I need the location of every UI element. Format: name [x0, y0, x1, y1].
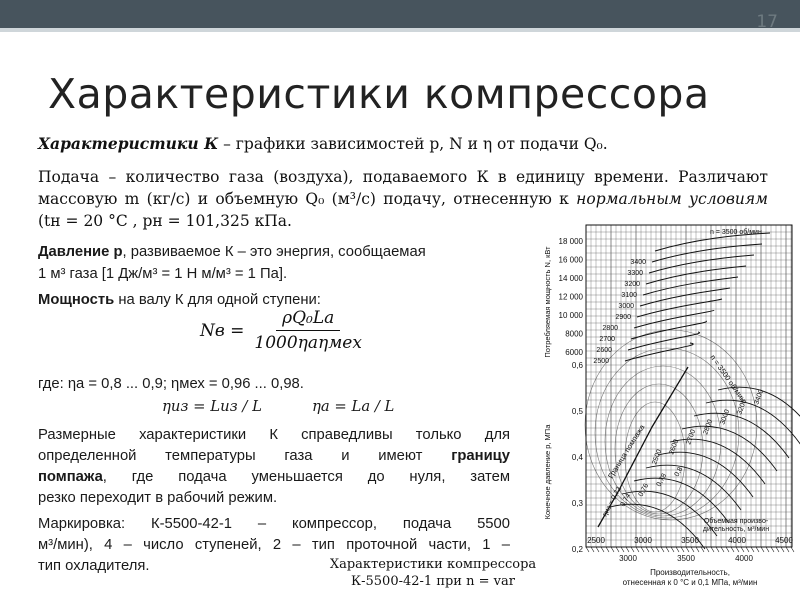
axis-hatch [756, 547, 759, 552]
x-axis-label: Производительность, [650, 568, 730, 577]
pressure-speed-label: 3400 [753, 388, 766, 406]
x-tick-label-top: 3000 [634, 536, 652, 545]
pressure-tick-label: 0,3 [571, 499, 583, 508]
pressure-definition: , развиваемое К – это энергия, сообщаемая [122, 244, 426, 260]
axis-hatch [766, 547, 769, 552]
axis-hatch [721, 547, 724, 552]
marking-line-2: м³/мин), 4 – число ступеней, 2 – тип проточной части, 1 – [38, 537, 510, 553]
axis-hatch [611, 547, 614, 552]
power-curve-label: n = 3500 об/мин [710, 229, 762, 236]
top-bar [0, 0, 800, 28]
axis-hatch [751, 547, 754, 552]
power-curve-label: 3100 [621, 292, 637, 299]
pressure-speed-label: 3200 [736, 398, 749, 416]
power-curve-label: 3000 [618, 303, 634, 310]
power-curve-label: 2500 [593, 358, 609, 365]
pressure-speed-label: 3000 [719, 408, 732, 426]
figure-caption [318, 556, 548, 590]
dimensional-line-4: резко переходит в рабочий режим. [38, 490, 278, 506]
pressure-tick-label: 0,2 [571, 545, 583, 554]
axis-hatch [681, 547, 684, 552]
efficiency-label: 0,76 [637, 482, 651, 498]
axis-hatch [706, 547, 709, 552]
axis-hatch [676, 547, 679, 552]
axis-hatch [791, 547, 794, 552]
x-tick-label-top: 4500 [775, 536, 793, 545]
x-tick-label-bottom: 3500 [677, 554, 695, 563]
efficiency-label: 0,74 [619, 492, 633, 508]
dimensional-line-2 [38, 446, 510, 466]
slide-title: Характеристики компрессора [48, 70, 710, 118]
pressure-speed-label: 2500 [651, 448, 664, 466]
power-line [38, 290, 321, 310]
x-axis-label: отнесенная к 0 °С и 0,1 МПа, м³/мин [622, 578, 758, 587]
power-tick-label: 18 000 [558, 237, 583, 246]
marking-line-3: тип охладителя. [38, 558, 150, 574]
efficiency-label: ηиз = 0,72 [601, 485, 624, 518]
axis-hatch [631, 547, 634, 552]
power-curve [643, 277, 738, 295]
power-formula [200, 308, 362, 353]
compressor-chart [540, 217, 800, 600]
axis-hatch [776, 547, 779, 552]
pressure-line-2: 1 м³ газа [1 Дж/м³ = 1 Н м/м³ = 1 Па]. [38, 266, 288, 282]
axis-hatch [716, 547, 719, 552]
pressure-axis-label: Конечное давление p, МПа [543, 424, 552, 520]
power-definition: на валу К для одной ступени: [114, 292, 321, 308]
x-tick-label-top: 2500 [587, 536, 605, 545]
axis-hatch [661, 547, 664, 552]
axis-hatch [696, 547, 699, 552]
power-curve-label: 3300 [627, 270, 643, 277]
eta-adiabatic-formula: ηа = Lа / L [312, 398, 395, 415]
axis-hatch [636, 547, 639, 552]
power-tick-label: 16 000 [558, 255, 583, 265]
eta-isentropic-formula: ηиз = Lиз / L [162, 398, 262, 415]
pressure-tick-label: 0,6 [571, 361, 583, 370]
axis-hatch [651, 547, 654, 552]
pressure-term: Давление p [38, 244, 123, 260]
efficiency-label: 0,78 [655, 472, 669, 488]
power-tick-label: 10 000 [558, 311, 583, 320]
pressure-speed-label: 2700 [685, 428, 698, 446]
axis-hatch [596, 547, 599, 552]
power-curve [649, 255, 754, 273]
power-curve-label: 2600 [596, 347, 612, 354]
x-tick-label-top: 3500 [681, 536, 699, 545]
axis-hatch [781, 547, 784, 552]
top-bar-edge [0, 28, 800, 32]
intro-definition: – графики зависимостей p, N и η от подачи Q₀. [218, 135, 608, 153]
pressure-tick-label: 0,4 [571, 453, 583, 462]
axis-hatch [731, 547, 734, 552]
power-curve-label: 2800 [602, 325, 618, 332]
normal-conditions-term: нормальным условиям [576, 190, 769, 208]
axis-hatch [726, 547, 729, 552]
power-curve-label: 2900 [615, 314, 631, 321]
formula-numerator: ρQ₀Lа [276, 308, 340, 331]
axis-hatch [646, 547, 649, 552]
axis-hatch [691, 547, 694, 552]
x-tick-label-top: 4000 [728, 536, 746, 545]
power-tick-label: 6000 [565, 348, 583, 357]
power-curve-label: 2700 [599, 336, 615, 343]
flow-label: Объемная произво- [703, 518, 769, 525]
surge-description: , где подача уменьшается до нуля, затем [102, 469, 510, 485]
x-tick-label-bottom: 4000 [735, 554, 753, 563]
formula-fraction [254, 308, 362, 353]
efficiency-label: 0,8 [673, 466, 685, 478]
surge-term-a: границу [451, 448, 510, 464]
axis-hatch [621, 547, 624, 552]
flow-label: дительность, м³/мин [702, 526, 770, 533]
dimensional-text: определенной температуры газа и имеют [38, 448, 452, 464]
x-tick-label-bottom: 3000 [619, 554, 637, 563]
slide-number: 17 [756, 12, 778, 32]
axis-hatch [641, 547, 644, 552]
axis-hatch [671, 547, 674, 552]
axis-hatch [771, 547, 774, 552]
axis-hatch [711, 547, 714, 552]
pressure-speed-label: 2600 [668, 438, 681, 456]
power-tick-label: 14 000 [558, 274, 583, 283]
axis-hatch [656, 547, 659, 552]
power-tick-label: 12 000 [558, 292, 583, 302]
pressure-speed-label: 2800 [702, 418, 715, 436]
axis-hatch [761, 547, 764, 552]
surge-term-b: помпажа [38, 469, 103, 485]
power-curve [625, 343, 693, 361]
dimensional-line-3 [38, 467, 510, 487]
axis-hatch [586, 547, 589, 552]
axis-hatch [626, 547, 629, 552]
axis-hatch [736, 547, 739, 552]
pressure-speed-top-label: n = 3500 об/мин [708, 352, 748, 404]
axis-hatch [601, 547, 604, 552]
caption-line-2: К-5500-42-1 при n = var [351, 574, 515, 589]
power-curve [637, 299, 722, 317]
pressure-tick-label: 0,5 [571, 407, 583, 416]
caption-line-1: Характеристики компрессора [329, 557, 537, 572]
formula-lhs: Nв = [200, 320, 245, 341]
power-curve [628, 332, 700, 350]
dimensional-line-1: Размерные характеристики К справедливы только для [38, 427, 510, 443]
power-term: Мощность [38, 292, 115, 308]
marking-line-1: Маркировка: К-5500-42-1 – компрессор, подача 5500 [38, 516, 510, 532]
power-curve-label: 3400 [630, 259, 646, 266]
power-axis-label: Потребляемая мощность N, кВт [543, 246, 552, 358]
axis-hatch [686, 547, 689, 552]
formula-denominator: 1000ηаηмех [254, 333, 362, 353]
intro-paragraph-1 [38, 133, 758, 155]
axis-hatch [666, 547, 669, 552]
axis-hatch [606, 547, 609, 552]
intro-bold-term: Характеристики К [38, 134, 219, 153]
axis-hatch [616, 547, 619, 552]
axis-hatch [741, 547, 744, 552]
power-curve [640, 288, 730, 306]
power-curve-label: 3200 [624, 281, 640, 288]
pressure-line-1 [38, 242, 426, 262]
power-tick-label: 8000 [565, 329, 583, 339]
normal-conditions-values: (tн = 20 °С , pн = 101,325 кПа. [38, 212, 292, 230]
compressor-chart-svg [540, 217, 800, 600]
axis-hatch [786, 547, 789, 552]
flow-definition: Подача – количество газа (воздуха), подаваемого К в единицу времени. Различают массовую m (кг/с) и объемную Q₀ (м³/с) подачу, отнесенную к [38, 168, 768, 208]
axis-hatch [591, 547, 594, 552]
axis-hatch [746, 547, 749, 552]
efficiency-where-line: где: ηа = 0,8 ... 0,9; ηмех = 0,96 ... 0,98. [38, 376, 304, 392]
surge-label: Граница помпажа [606, 422, 647, 481]
